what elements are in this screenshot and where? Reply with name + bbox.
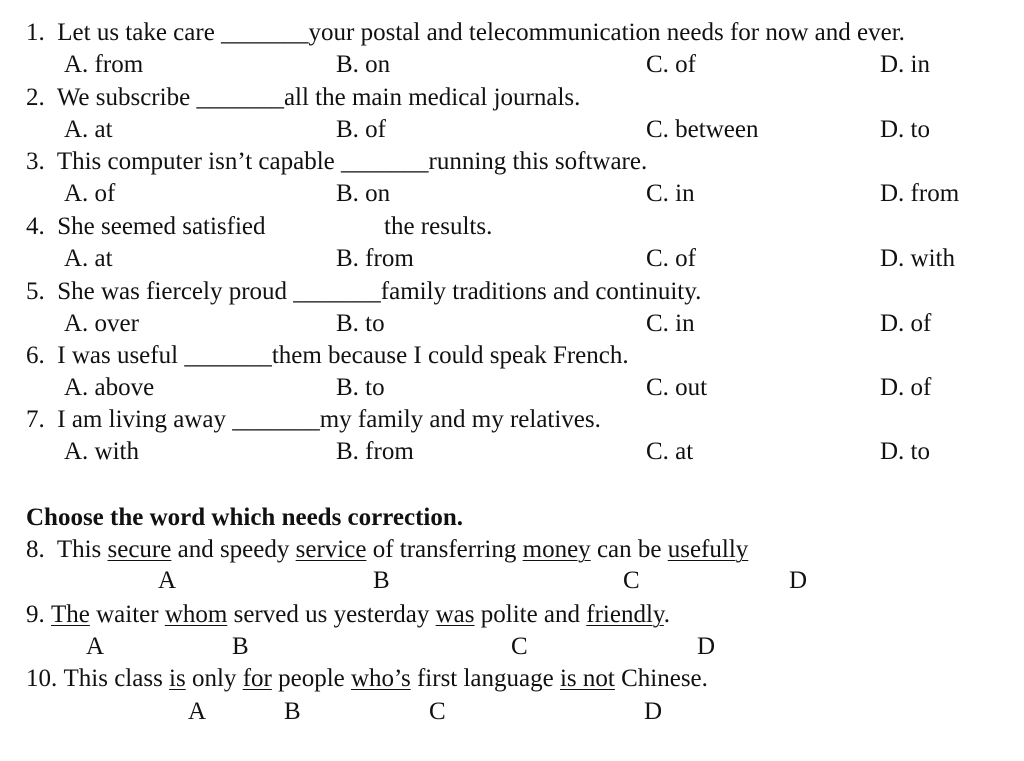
option-a: A. from xyxy=(64,51,144,78)
label-c: C xyxy=(429,698,446,725)
underlined-word-c: was xyxy=(435,601,475,628)
label-d: D xyxy=(644,698,663,725)
option-c: C. in xyxy=(646,180,695,207)
sentence-text: first language xyxy=(410,665,560,692)
answer-blank: _______ xyxy=(184,342,272,369)
question-number: 9. xyxy=(26,601,45,628)
question-text-before: I was useful xyxy=(57,342,179,369)
question-10 xyxy=(26,664,708,694)
question-8 xyxy=(26,535,748,565)
label-a: A xyxy=(158,567,177,594)
answer-blank: _______ xyxy=(221,19,309,46)
label-b: B xyxy=(284,698,301,725)
sentence-text: This class xyxy=(63,665,170,692)
option-b: B. to xyxy=(336,374,385,401)
option-d: D. to xyxy=(880,116,930,143)
question-text-after: your postal and telecommunication needs for now and ever. xyxy=(308,19,905,46)
option-d: D. from xyxy=(880,180,960,207)
option-d: D. with xyxy=(880,245,955,272)
underlined-word-b: whom xyxy=(164,601,228,628)
option-c: C. of xyxy=(646,245,696,272)
sentence-text: of transferring xyxy=(366,536,523,563)
label-b: B xyxy=(373,567,390,594)
question-9 xyxy=(26,600,670,630)
underlined-word-b: service xyxy=(295,536,367,563)
section-heading: Choose the word which needs correction. xyxy=(26,504,463,531)
question-4 xyxy=(26,212,266,242)
option-c: C. in xyxy=(646,310,695,337)
question-number: 7. xyxy=(26,406,45,433)
sentence-text: and speedy xyxy=(171,536,296,563)
question-text-after: the results. xyxy=(384,213,493,240)
answer-blank: _______ xyxy=(232,406,320,433)
underlined-word-a: is xyxy=(169,665,186,692)
sentence-text: polite and xyxy=(474,601,587,628)
question-number: 10. xyxy=(26,665,58,692)
question-text-after: running this software. xyxy=(428,148,648,175)
sentence-text: Chinese. xyxy=(614,665,708,692)
answer-blank: _______ xyxy=(196,84,284,111)
option-d: D. in xyxy=(880,51,930,78)
option-a: A. at xyxy=(64,245,113,272)
label-c: C xyxy=(623,567,640,594)
option-d: D. to xyxy=(880,438,930,465)
question-number: 4. xyxy=(26,213,45,240)
sentence-text: served us yesterday xyxy=(227,601,436,628)
option-c: C. out xyxy=(646,374,708,401)
sentence-text: can be xyxy=(590,536,668,563)
question-text-after: family traditions and continuity. xyxy=(380,278,702,305)
question-number: 1. xyxy=(26,19,45,46)
option-a: A. at xyxy=(64,116,113,143)
question-number: 6. xyxy=(26,342,45,369)
option-b: B. on xyxy=(336,180,391,207)
underlined-word-b: for xyxy=(242,665,272,692)
label-a: A xyxy=(86,633,105,660)
option-d: D. of xyxy=(880,374,932,401)
label-a: A xyxy=(188,698,207,725)
underlined-word-d: friendly xyxy=(586,601,664,628)
sentence-text: This xyxy=(56,536,108,563)
option-a: A. with xyxy=(64,438,139,465)
question-3 xyxy=(26,147,647,177)
underlined-word-c: money xyxy=(522,536,591,563)
option-a: A. over xyxy=(64,310,139,337)
question-text-before: We subscribe xyxy=(56,84,191,111)
underlined-word-c: who’s xyxy=(350,665,411,692)
option-b: B. of xyxy=(336,116,386,143)
underlined-word-a: The xyxy=(51,601,90,628)
option-a: A. above xyxy=(64,374,155,401)
sentence-text: waiter xyxy=(89,601,165,628)
option-c: C. of xyxy=(646,51,696,78)
question-5 xyxy=(26,277,701,307)
answer-blank: _______ xyxy=(293,278,381,305)
question-text-after: all the main medical journals. xyxy=(283,84,581,111)
question-7 xyxy=(26,405,601,435)
question-1 xyxy=(26,18,905,48)
label-d: D xyxy=(697,633,716,660)
answer-blank: _______ xyxy=(341,148,429,175)
sentence-text: . xyxy=(663,601,671,628)
question-number: 8. xyxy=(26,536,45,563)
question-text-before: Let us take care xyxy=(57,19,215,46)
question-text-after: my family and my relatives. xyxy=(319,406,601,433)
question-number: 3. xyxy=(26,148,45,175)
underlined-word-d: is not xyxy=(559,665,615,692)
underlined-word-d: usefully xyxy=(667,536,749,563)
sentence-text: people xyxy=(271,665,351,692)
label-c: C xyxy=(511,633,528,660)
label-b: B xyxy=(232,633,249,660)
option-b: B. on xyxy=(336,51,391,78)
question-text-after: them because I could speak French. xyxy=(271,342,629,369)
option-c: C. at xyxy=(646,438,694,465)
underlined-word-a: secure xyxy=(107,536,172,563)
question-text-before: She was fiercely proud xyxy=(57,278,288,305)
question-2 xyxy=(26,83,580,113)
question-text-before: I am living away xyxy=(57,406,226,433)
sentence-text: only xyxy=(185,665,243,692)
option-a: A. of xyxy=(64,180,116,207)
option-b: B. from xyxy=(336,245,414,272)
option-b: B. to xyxy=(336,310,385,337)
option-c: C. between xyxy=(646,116,759,143)
question-number: 5. xyxy=(26,278,45,305)
option-d: D. of xyxy=(880,310,932,337)
question-text-before: She seemed satisfied xyxy=(57,213,266,240)
question-6 xyxy=(26,341,629,371)
question-number: 2. xyxy=(26,84,45,111)
question-text-before: This computer isn’t capable xyxy=(56,148,335,175)
label-d: D xyxy=(789,567,808,594)
option-b: B. from xyxy=(336,438,414,465)
